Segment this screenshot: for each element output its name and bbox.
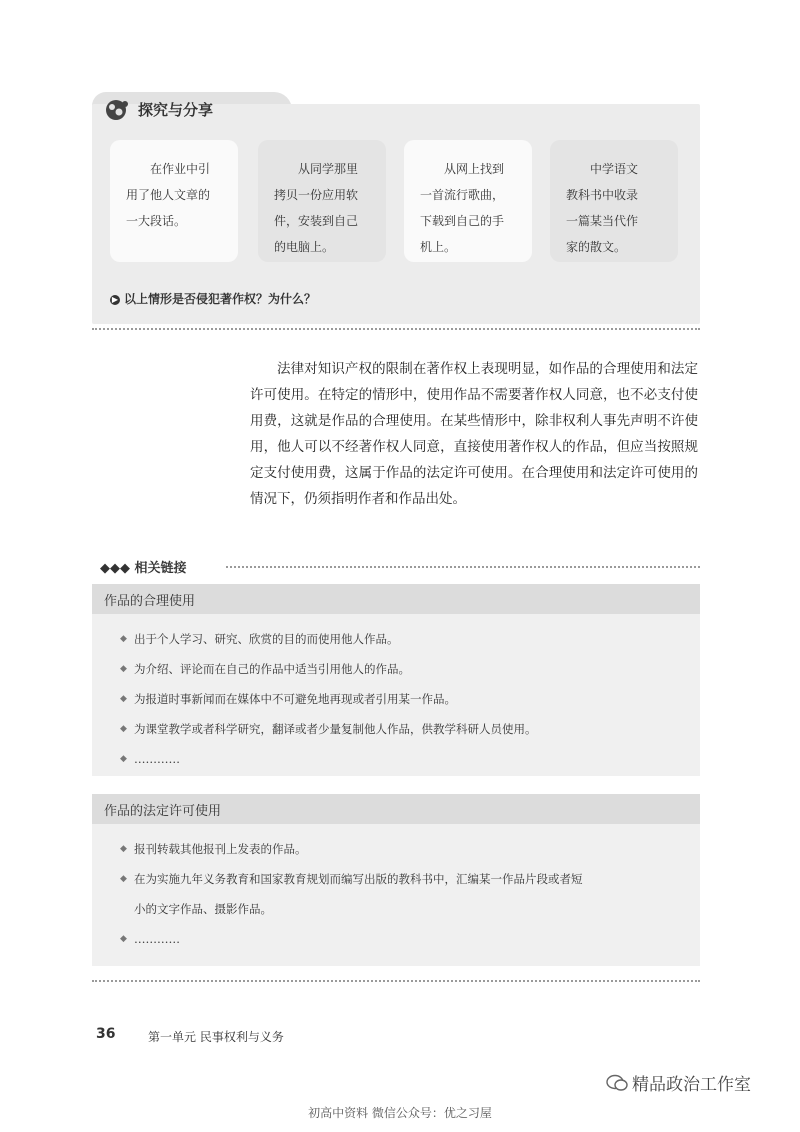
fair-use-header bbox=[92, 584, 700, 614]
fair-use-title: 作品的合理使用 bbox=[104, 594, 196, 609]
card-line: 拷贝一份应用软 bbox=[274, 188, 359, 202]
play-bullet-icon: ▶ bbox=[111, 295, 119, 304]
list-item: ◆ 为课堂教学或者科学研究，翻译或者少量复制他人作品，供教学科研人员使用。 bbox=[120, 714, 537, 744]
list-item: ◆ 出于个人学习、研究、欣赏的目的而使用他人作品。 bbox=[120, 624, 537, 654]
list-item-continuation: 小的文字作品、摄影作品。 bbox=[134, 902, 272, 916]
section-divider bbox=[92, 980, 700, 982]
fair-use-list bbox=[120, 624, 537, 774]
wechat-icon bbox=[606, 1074, 628, 1092]
brand-watermark: 精品政治工作室 bbox=[632, 1075, 751, 1095]
card-line: 中学语文 bbox=[590, 162, 639, 176]
card-line: 一篇某当代作 bbox=[566, 214, 639, 228]
question-text: 以上情形是否侵犯著作权？为什么？ bbox=[124, 292, 317, 306]
explore-icon bbox=[104, 98, 130, 122]
explore-title: 探究与分享 bbox=[138, 101, 214, 119]
statutory-license-box bbox=[92, 794, 700, 966]
unit-title: 第一单元 民事权利与义务 bbox=[148, 1030, 284, 1044]
card-line: 一大段话。 bbox=[126, 214, 187, 228]
discussion-question bbox=[110, 290, 316, 307]
case-card-2 bbox=[258, 140, 386, 262]
case-card-1 bbox=[110, 140, 238, 262]
list-item: ◆ ………… bbox=[120, 924, 583, 954]
section-divider bbox=[92, 328, 700, 330]
list-item: ◆ 为报道时事新闻而在媒体中不可避免地再现或者引用某一作品。 bbox=[120, 684, 537, 714]
list-item: ◆ 为介绍、评论而在自己的作品中适当引用他人的作品。 bbox=[120, 654, 537, 684]
card-line: 下载到自己的手 bbox=[420, 214, 505, 228]
related-links-divider bbox=[226, 566, 700, 568]
case-card-3 bbox=[404, 140, 532, 262]
list-item: ◆ 在为实施九年义务教育和国家教育规划而编写出版的教科书中，汇编某一作品片段或者短 bbox=[120, 864, 583, 894]
card-line: 的电脑上。 bbox=[274, 240, 335, 254]
card-line: 教科书中收录 bbox=[566, 188, 639, 202]
card-line: 从同学那里 bbox=[298, 162, 359, 176]
card-line: 家的散文。 bbox=[566, 240, 627, 254]
body-paragraph: 法律对知识产权的限制在著作权上表现明显，如作品的合理使用和法定许可使用。在特定的情形中，使用作品不需要著作权人同意，也不必支付使用费，这就是作品的合理使用。在某些情形中，除非权利人事先声明不许使用，他人可以不经著作权人同意，直接使用著作权人的作品，但应当按照规定支付使用费，这属于作品的法定许可使用。在合理使用和法定许可使用的情况下，仍须指明作者和作品出处。 bbox=[250, 361, 698, 507]
fair-use-box bbox=[92, 584, 700, 776]
related-links-header: ◆◆◆ 相关链接 bbox=[100, 561, 187, 576]
card-line: 在作业中引 bbox=[150, 162, 211, 176]
statutory-license-list bbox=[120, 834, 583, 954]
card-line: 件，安装到自己 bbox=[274, 214, 359, 228]
card-line: 从网上找到 bbox=[444, 162, 505, 176]
statutory-license-header bbox=[92, 794, 700, 824]
bottom-caption: 初高中资料 微信公众号：优之习屋 bbox=[308, 1106, 492, 1120]
statutory-license-title: 作品的法定许可使用 bbox=[104, 804, 222, 819]
list-item: ◆ ………… bbox=[120, 744, 537, 774]
page-number: 36 bbox=[96, 1026, 116, 1042]
list-item: ◆ 报刊转载其他报刊上发表的作品。 bbox=[120, 834, 583, 864]
card-line: 用了他人文章的 bbox=[126, 188, 211, 202]
card-line: 机上。 bbox=[420, 240, 457, 254]
card-line: 一首流行歌曲， bbox=[420, 188, 505, 202]
case-card-4 bbox=[550, 140, 678, 262]
